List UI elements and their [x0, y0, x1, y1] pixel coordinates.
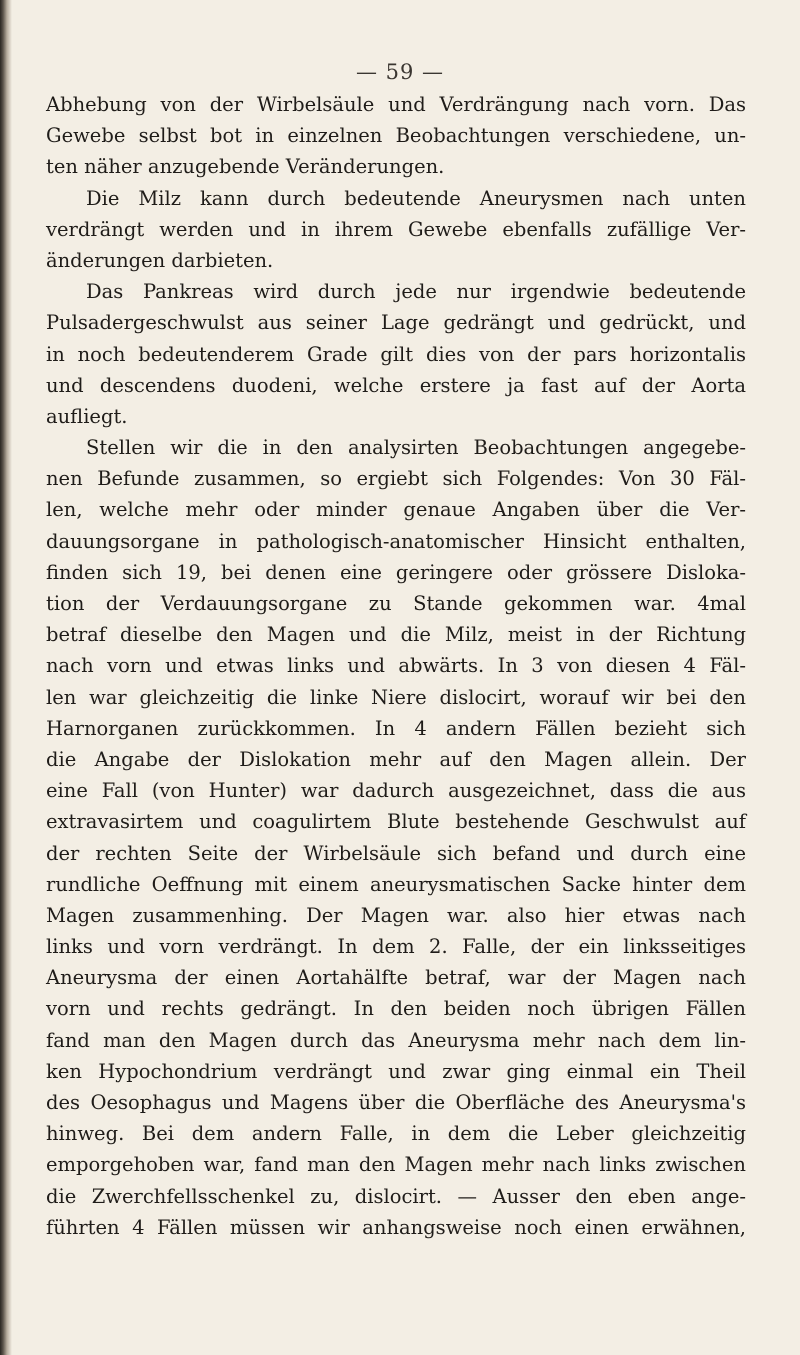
- text-line: emporgehoben war, fand man den Magen mehr nach links zwischen: [46, 1153, 746, 1177]
- text-line: eine Fall (von Hunter) war dadurch ausgezeichnet, dass die aus: [46, 779, 746, 803]
- text-line: Abhebung von der Wirbelsäule und Verdrängung nach vorn. Das: [46, 93, 746, 116]
- text-line: ken Hypochondrium verdrängt und zwar ging einmal ein Theil: [46, 1059, 746, 1083]
- text-line: ten näher anzugebende Veränderungen.: [46, 155, 445, 179]
- text-line: tion der Verdauungsorgane zu Stande gekommen war. 4mal: [46, 592, 746, 615]
- text-line: nen Befunde zusammen, so ergiebt sich Folgendes: Von 30 Fäl-: [46, 467, 746, 491]
- text-line: finden sich 19, bei denen eine geringere oder grössere Disloka-: [46, 560, 746, 584]
- text-line: len, welche mehr oder minder genaue Angaben über die Ver-: [46, 498, 746, 522]
- text-line: der rechten Seite der Wirbelsäule sich befand und durch eine: [46, 841, 746, 865]
- text-line: in noch bedeutenderem Grade gilt dies von der pars horizontalis: [46, 342, 746, 366]
- text-line: Harnorganen zurückkommen. In 4 andern Fällen bezieht sich: [46, 716, 746, 740]
- text-line: änderungen darbieten.: [46, 248, 274, 272]
- text-line: rundliche Oeffnung mit einem aneurysmatischen Sacke hinter dem: [46, 872, 746, 896]
- text-line: und descendens duodeni, welche erstere ja fast auf der Aorta: [46, 373, 746, 397]
- text-line: die Zwerchfellsschenkel zu, dislocirt. — Ausser den eben ange-: [46, 1184, 746, 1208]
- text-line: führten 4 Fällen müssen wir anhangsweise noch einen erwähnen,: [46, 1215, 746, 1239]
- text-line: links und vorn verdrängt. In dem 2. Falle, der ein linksseitiges: [46, 935, 746, 959]
- text-line: hinweg. Bei dem andern Falle, in dem die Leber gleichzeitig: [46, 1122, 746, 1146]
- text-line: Pulsadergeschwulst aus seiner Lage gedrängt und gedrückt, und: [46, 311, 746, 335]
- text-line: Aneurysma der einen Aortahälfte betraf, war der Magen nach: [46, 966, 746, 990]
- text-line: Gewebe selbst bot in einzelnen Beobachtungen verschiedene, un-: [46, 124, 746, 148]
- text-line: Stellen wir die in den analysirten Beobachtungen angegebe-: [86, 436, 746, 460]
- text-line: des Oesophagus und Magens über die Oberfläche des Aneurysma's: [46, 1091, 746, 1114]
- text-line: fand man den Magen durch das Aneurysma mehr nach dem lin-: [46, 1028, 746, 1052]
- text-line: Die Milz kann durch bedeutende Aneurysmen nach unten: [86, 186, 746, 210]
- text-line: dauungsorgane in pathologisch-anatomischer Hinsicht enthalten,: [46, 529, 746, 553]
- page-number: — 59 —: [355, 60, 445, 84]
- text-line: betraf dieselbe den Magen und die Milz, meist in der Richtung: [46, 623, 746, 647]
- text-line: verdrängt werden und in ihrem Gewebe ebenfalls zufällige Ver-: [46, 217, 746, 241]
- binding-shadow: [0, 0, 12, 1355]
- body-text: [46, 89, 746, 1243]
- text-line: nach vorn und etwas links und abwärts. In 3 von diesen 4 Fäl-: [46, 654, 746, 678]
- text-line: Das Pankreas wird durch jede nur irgendwie bedeutende: [86, 280, 746, 304]
- text-line: aufliegt.: [46, 404, 128, 428]
- text-line: len war gleichzeitig die linke Niere dislocirt, worauf wir bei den: [46, 685, 746, 709]
- text-line: die Angabe der Dislokation mehr auf den Magen allein. Der: [46, 747, 746, 771]
- text-line: extravasirtem und coagulirtem Blute bestehende Geschwulst auf: [46, 810, 746, 834]
- text-line: Magen zusammenhing. Der Magen war. also hier etwas nach: [46, 903, 746, 927]
- text-line: vorn und rechts gedrängt. In den beiden noch übrigen Fällen: [46, 997, 746, 1021]
